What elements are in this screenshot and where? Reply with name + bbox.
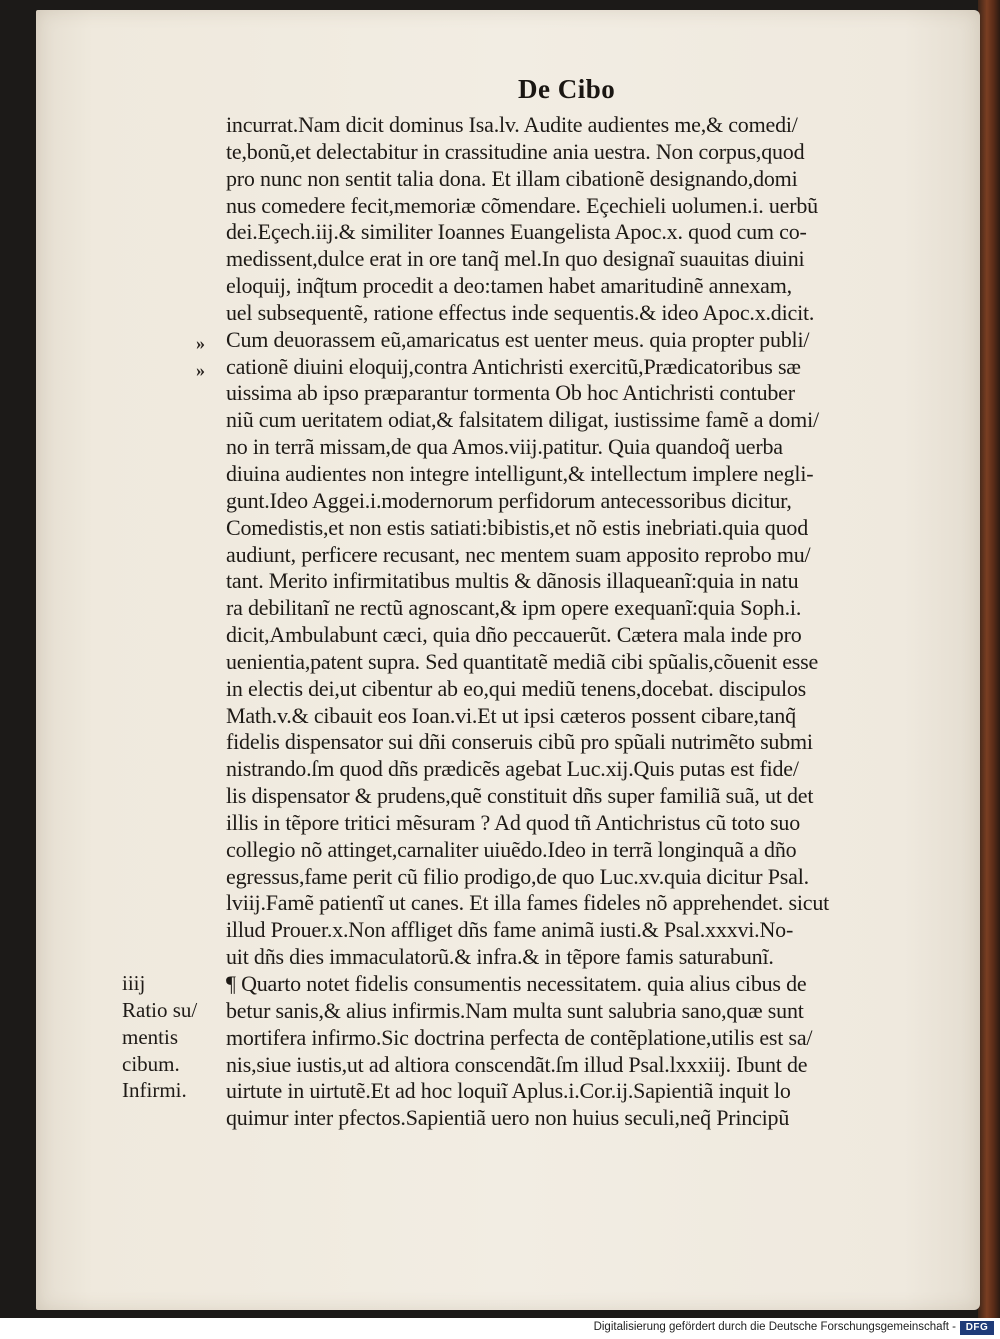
- dfg-logo: DFG: [960, 1321, 994, 1335]
- footer-bar: [0, 1318, 1000, 1339]
- text-line: in electis dei,ut cibentur ab eo,qui mediũ tenens,docebat. discipulos: [226, 675, 807, 701]
- text-line: lviij.Famẽ patientĩ ut canes. Et illa fames fideles nõ apprehendet. sicut: [226, 890, 830, 916]
- text-line: quimur inter pfectos.Sapientiã uero non huius seculi,neq̃ Principũ: [226, 1105, 790, 1131]
- text-line: Cum deuorassem eũ,amaricatus est uenter meus. quia propter publi/: [226, 326, 810, 352]
- side-note: [122, 970, 197, 1104]
- text-line: Math.v.& cibauit eos Ioan.vi.Et ut ipsi cæteros possent cibare,tanq̃: [226, 702, 796, 728]
- text-line: illis in tẽpore tritici mẽsuram ? Ad quod tñ Antichristus cũ toto suo: [226, 809, 801, 835]
- text-block: [226, 112, 926, 1132]
- side-note-line: cibum.: [122, 1051, 180, 1076]
- text-line: dicit,Ambulabunt cæci, quia dño peccauerũt. Cætera mala inde pro: [226, 622, 802, 648]
- text-line: audiunt, perficere recusant, nec mentem suam apposito reprobo mu/: [226, 541, 811, 567]
- text-line: illud Prouer.x.Non affliget dñs fame animã iusti.& Psal.xxxvi.No-: [226, 917, 794, 943]
- text-line: collegio nõ attinget,carnaliter uiuẽdo.Ideo in terrã longinquã a dño: [226, 836, 797, 862]
- funding-notice: Digitalisierung gefördert durch die Deutsche Forschungsgemeinschaft -: [593, 1321, 956, 1333]
- text-line: medissent,dulce erat in ore tanq̃ mel.In quo designaĩ suauitas diuini: [226, 246, 805, 272]
- text-line: lis dispensator & prudens,quẽ constituit dñs super familiã suã, ut det: [226, 783, 814, 809]
- margin-marks: [196, 330, 205, 384]
- running-head: De Cibo: [518, 74, 616, 104]
- text-line: egressus,fame perit cũ filio prodigo,de quo Luc.xv.quia dicitur Psal.: [226, 863, 809, 889]
- text-line: Comedistis,et non estis satiati:bibistis,et nõ estis inebriati.quia quod: [226, 514, 808, 540]
- side-note-line: mentis: [122, 1024, 178, 1049]
- text-line: niũ cum ueritatem odiat,& falsitatem diligat, iustissime famẽ a domi/: [226, 407, 819, 433]
- text-line: gunt.Ideo Aggei.i.modernorum perfidorum antecessoribus dicitur,: [226, 487, 792, 513]
- margin-mark: »: [196, 359, 205, 380]
- text-line: nistrando.ſm quod dñs prædicẽs agebat Luc.xij.Quis putas est fide/: [226, 756, 799, 782]
- text-line: uel subsequentẽ, ratione effectus inde sequentis.& ideo Apoc.x.dicit.: [226, 299, 815, 325]
- text-line: uissima ab ipso præparantur tormenta Ob hoc Antichristi contuber: [226, 380, 795, 406]
- text-line: te,bonũ,et delectabitur in crassitudine ania uestra. Non corpus,quod: [226, 138, 805, 164]
- text-line: no in terrã missam,de qua Amos.viij.patitur. Quia quandoq̃ uerba: [226, 434, 783, 460]
- text-line: tant. Merito infirmitatibus multis & dãnosis illaqueanĩ:quia in natu: [226, 568, 799, 594]
- text-line: cationẽ diuini eloquij,contra Antichristi exercitũ,Prædicatoribus sæ: [226, 353, 801, 379]
- text-line: diuina audientes non integre intelligunt,& intellectum implere negli-: [226, 460, 814, 486]
- text-line: nus comedere fecit,memoriæ cõmendare. Eçechieli uolumen.i. uerbũ: [226, 192, 818, 218]
- text-line: fidelis dispensator sui dñi conseruis cibũ pro spũali nutrimẽto submi: [226, 729, 813, 755]
- text-line: uit dñs dies immaculatorũ.& infra.& in tẽpore famis saturabunĩ.: [226, 944, 774, 970]
- text-line: uirtute in uirtutẽ.Et ad hoc loquiĩ Aplus.i.Cor.ij.Sapientiã inquit lo: [226, 1078, 791, 1104]
- text-line: pro nunc non sentit talia dona. Et illam cibationẽ designando,domi: [226, 165, 798, 191]
- book-spine-edge: [978, 0, 1000, 1318]
- text-line: uenientia,patent supra. Sed quantitatẽ mediã cibi spũalis,cõuenit esse: [226, 648, 819, 674]
- margin-mark: »: [196, 333, 205, 353]
- text-line: incurrat.Nam dicit dominus Isa.lv. Audite audientes me,& comedi/: [226, 112, 798, 137]
- text-line: dei.Eçech.iij.& similiter Ioannes Euangelista Apoc.x. quod cum co-: [226, 219, 807, 245]
- side-note-line: iiij: [122, 971, 146, 995]
- text-line: ¶ Quarto notet fidelis consumentis necessitatem. quia alius cibus de: [226, 971, 807, 996]
- side-note-line: Infirmi.: [122, 1078, 187, 1103]
- text-line: mortifera infirmo.Sic doctrina perfecta de contẽplatione,utilis est sa/: [226, 1024, 813, 1050]
- text-line: betur sanis,& alius infirmis.Nam multa sunt salubria sano,quæ sunt: [226, 997, 804, 1023]
- text-line: eloquij, inq̃tum procedit a deo:tamen habet amaritudinẽ annexam,: [226, 273, 792, 299]
- side-note-line: Ratio su/: [122, 997, 198, 1022]
- text-line: nis,siue iustis,ut ad altiora conscendãt.ſm illud Psal.lxxxiij. Ibunt de: [226, 1051, 808, 1077]
- text-line: ra debilitanĩ ne rectũ agnoscant,& ipm opere exequanĩ:quia Soph.i.: [226, 595, 802, 621]
